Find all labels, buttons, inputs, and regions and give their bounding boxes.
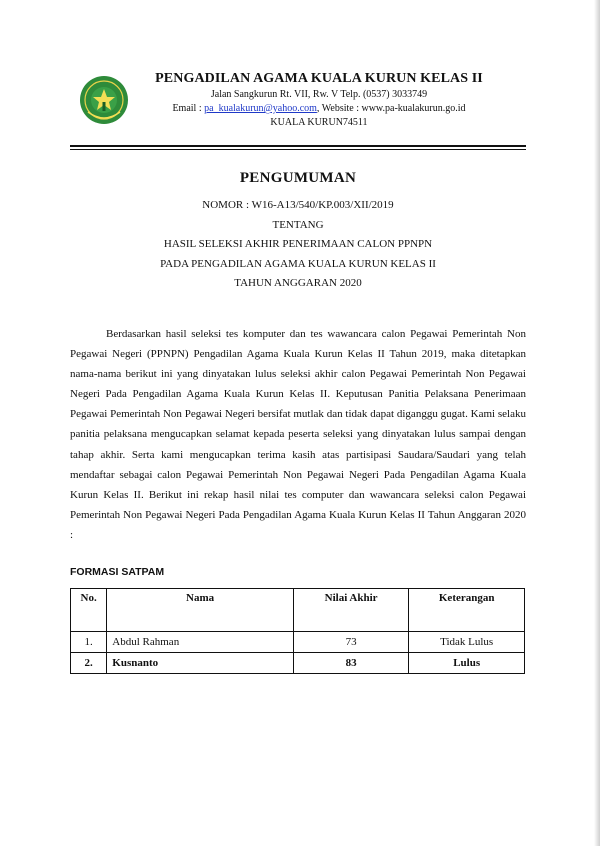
header-no: No. — [71, 589, 107, 632]
announcement-number: NOMOR : W16-A13/540/KP.003/XII/2019 — [202, 199, 394, 211]
announcement-heading — [70, 170, 526, 294]
header-score: Nilai Akhir — [293, 589, 408, 632]
announcement-title: PENGUMUMAN — [239, 170, 357, 186]
row-no: 1. — [71, 632, 107, 653]
court-address: Jalan Sangkurun Rt. VII, Rw. V Telp. (0537) 3033749 — [210, 89, 428, 100]
website-label: , Website : — [316, 103, 359, 114]
court-name: PENGADILAN AGAMA KUALA KURUN KELAS II — [155, 71, 483, 86]
table-header-row — [71, 589, 525, 632]
row-score: 73 — [293, 632, 408, 653]
row-name: Abdul Rahman — [107, 632, 294, 653]
page-edge-shadow — [594, 0, 600, 846]
row-status: Tidak Lulus — [409, 632, 525, 653]
row-no: 2. — [71, 653, 107, 674]
contact-line — [134, 102, 504, 116]
table-row — [71, 653, 525, 674]
body-paragraph — [70, 324, 526, 545]
row-score: 83 — [293, 653, 408, 674]
announcement-subject-2: PADA PENGADILAN AGAMA KUALA KURUN KELAS II — [160, 257, 436, 270]
formation-title: FORMASI SATPAM — [70, 566, 165, 578]
announcement-subject-3: TAHUN ANGGARAN 2020 — [234, 277, 362, 289]
header-status: Keterangan — [409, 589, 525, 632]
header-name: Nama — [107, 589, 294, 632]
body-paragraph-text: Berdasarkan hasil seleksi tes komputer dan tes wawancara calon Pegawai Pemerintah Non Pegawai Negeri (PPNPN) Pengadilan Agama Kuala Kurun Kelas II Tahun 2019, maka ditetapkan nama-nama berikut ini yang dinyatakan lulus seleksi akhir calon Pegawai Pemerintah Non Pegawai Negeri Pada Pengadilan Agama Kuala Kurun Kelas II. Keputusan Panitia Pelaksana Penerimaan Pegawai Pemerintah Non Pegawai Negeri bersifat mutlak dan tidak dapat diganggu gugat. Kami selaku panitia pelaksana mengucapkan selamat kepada peserta seleksi yang dinyatakan lulus sampai dengan tahap akhir. Serta kami mengucapkan terima kasih atas partisipasi Saudara/Saudari yang telah mendaftar sebagai calon Pegawai Pemerintah Non Pegawai Negeri Pada Pengadilan Agama Kuala Kurun Kelas II. Berikut ini rekap hasil nilai tes computer dan wawancara seleksi calon Pegawai Pemerintah Non Pegawai Negeri Pada Pengadilan Agama Kuala Kurun Kelas II Tahun Anggaran 2020 : — [70, 328, 526, 541]
court-emblem-icon — [78, 72, 130, 128]
row-status: Lulus — [409, 653, 525, 674]
results-table — [70, 588, 525, 674]
table-row — [71, 632, 525, 653]
court-city: KUALA KURUN74511 — [270, 117, 368, 128]
row-name: Kusnanto — [107, 653, 294, 674]
email-link[interactable]: pa_kualakurun@yahoo.com — [204, 103, 317, 114]
letterhead-divider-thick — [70, 145, 526, 147]
announcement-about: TENTANG — [272, 218, 324, 231]
letterhead — [134, 70, 504, 130]
letterhead-divider-thin — [70, 149, 526, 150]
website-text: www.pa-kualakurun.go.id — [361, 103, 466, 114]
email-label: Email : — [172, 103, 202, 114]
announcement-subject-1: HASIL SELEKSI AKHIR PENERIMAAN CALON PPNPN — [163, 238, 433, 250]
